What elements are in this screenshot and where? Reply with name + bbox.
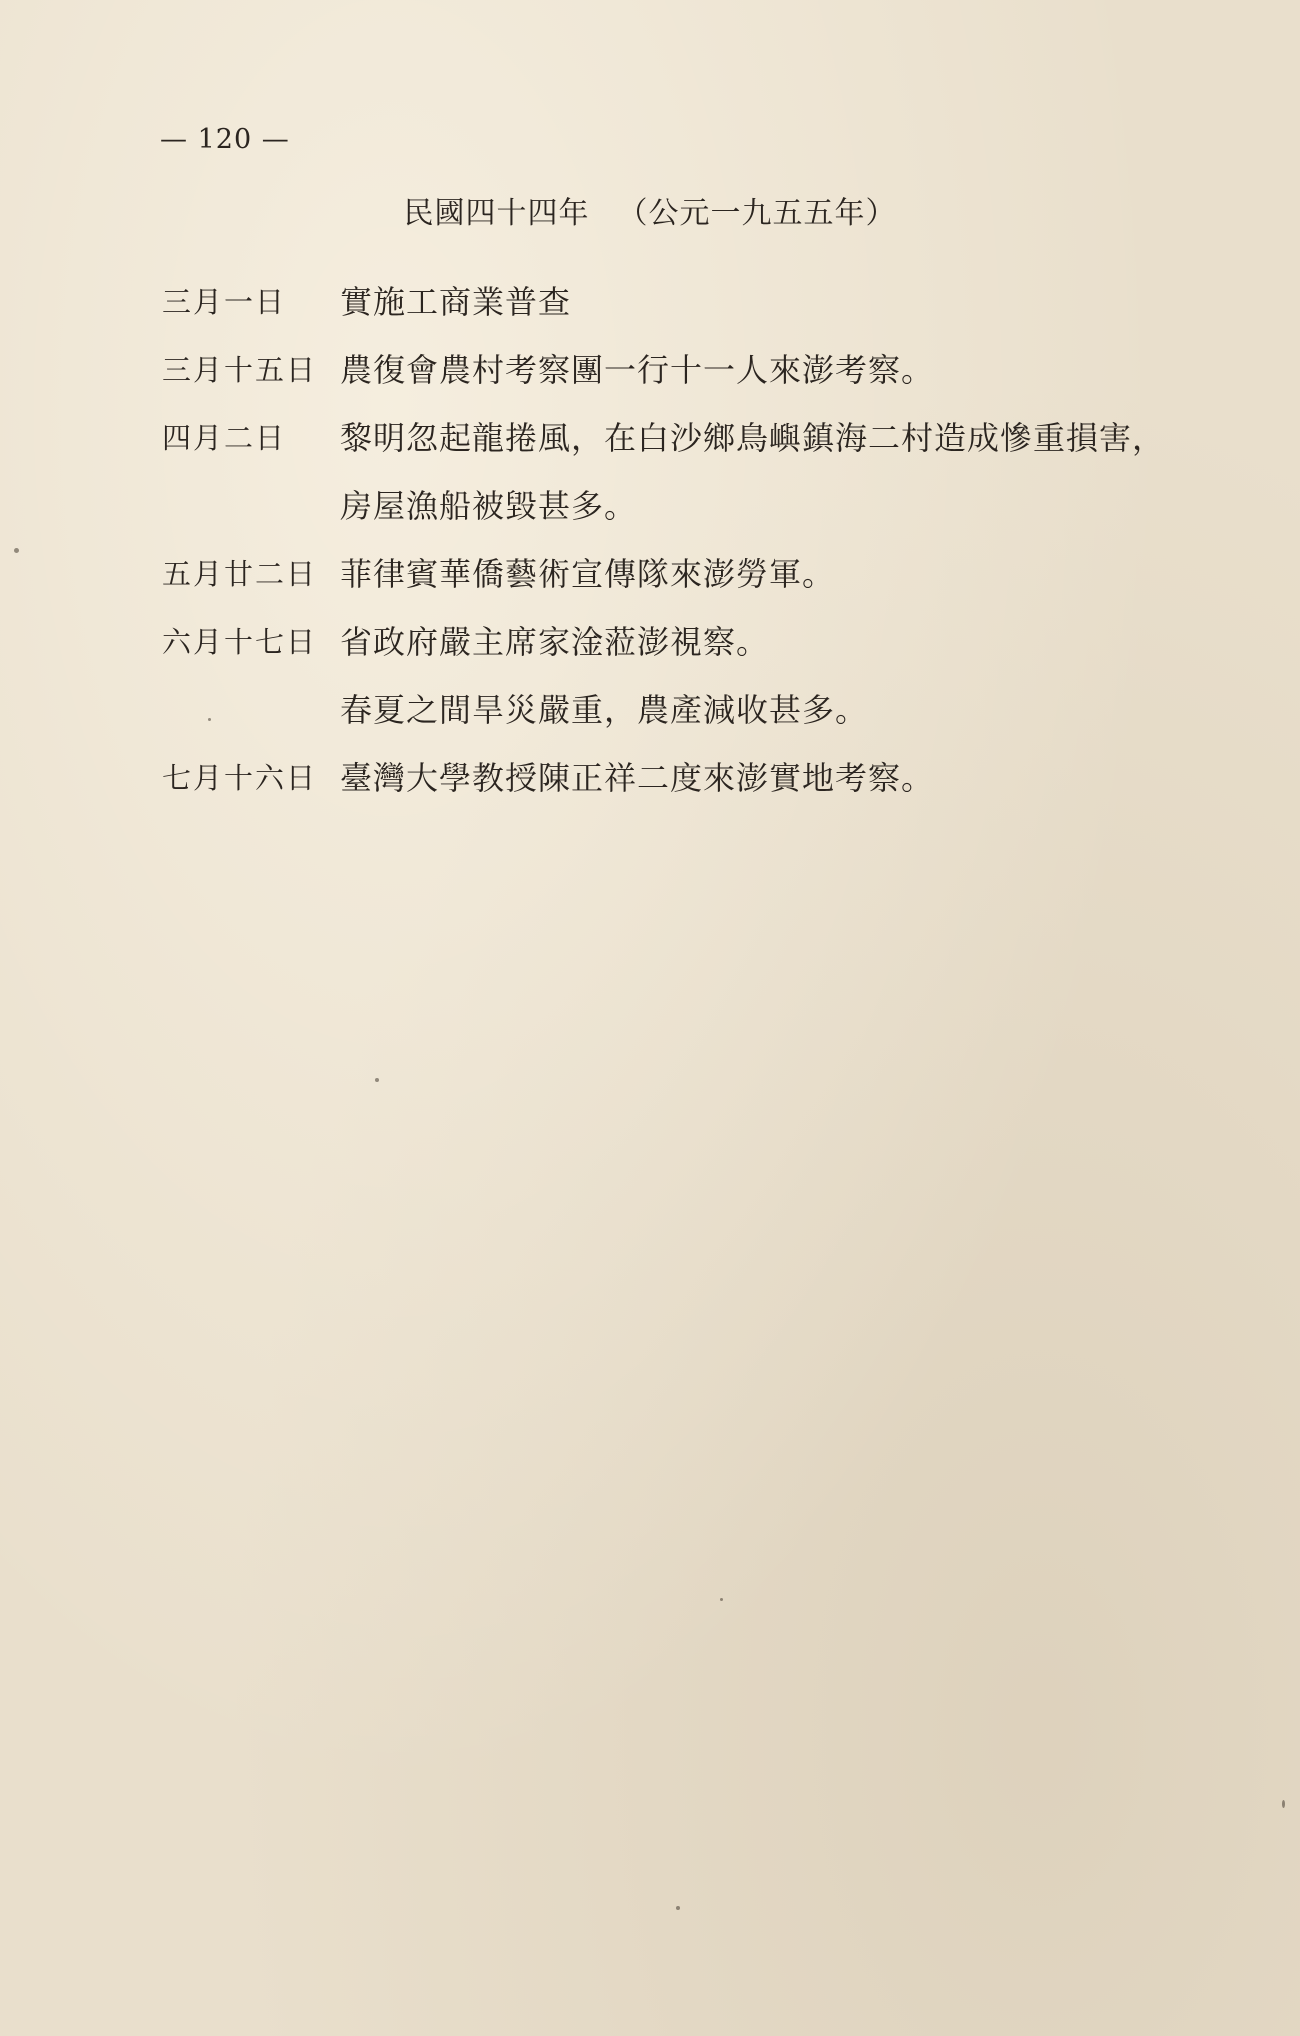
entry-text: [340, 344, 1242, 396]
chronology-entry: [162, 412, 1242, 532]
entry-line: 春夏之間旱災嚴重，農產減收甚多。: [340, 691, 869, 729]
entry-line: 臺灣大學教授陳正祥二度來澎實地考察。: [340, 759, 935, 797]
paper-speck: [676, 1906, 680, 1910]
paper-speck: [375, 1078, 379, 1082]
chronology-entry: [162, 344, 1242, 396]
entry-date: 五月廿二日: [162, 557, 318, 591]
paper-speck: [1282, 1800, 1285, 1808]
page-number: — 120 —: [160, 124, 290, 155]
entry-text: [340, 752, 1242, 804]
entry-text: [340, 616, 1242, 736]
chronology-entry: [162, 548, 1242, 600]
chronology-list: [162, 276, 1242, 820]
paper-speck: [208, 718, 211, 721]
paper-speck: [14, 548, 19, 553]
entry-date: 七月十六日: [162, 761, 318, 795]
chronology-entry: [162, 616, 1242, 736]
entry-line: 農復會農村考察團一行十一人來澎考察。: [340, 351, 935, 389]
entry-line: 房屋漁船被毀甚多。: [340, 487, 638, 525]
entry-line: 菲律賓華僑藝術宣傳隊來澎勞軍。: [340, 555, 836, 593]
entry-line: 實施工商業普查: [340, 283, 572, 321]
entry-text: [340, 412, 1242, 532]
entry-line: 黎明忽起龍捲風，在白沙鄉鳥嶼鎮海二村造成慘重損害，: [340, 419, 1166, 457]
chronology-entry: [162, 752, 1242, 804]
paper-speck: [720, 1598, 723, 1601]
entry-text: [340, 276, 1242, 328]
entry-date: 三月一日: [162, 285, 287, 319]
chronology-entry: [162, 276, 1242, 328]
entry-date: 六月十七日: [162, 625, 318, 659]
year-heading: [0, 188, 1300, 232]
entry-line: 省政府嚴主席家淦蒞澎視察。: [340, 623, 770, 661]
year-heading-title: 民國四十四年: [403, 196, 590, 231]
entry-text: [340, 548, 1242, 600]
year-heading-subtitle: （公元一九五五年）: [617, 196, 897, 231]
entry-date: 四月二日: [162, 421, 287, 455]
entry-date: 三月十五日: [162, 353, 318, 387]
